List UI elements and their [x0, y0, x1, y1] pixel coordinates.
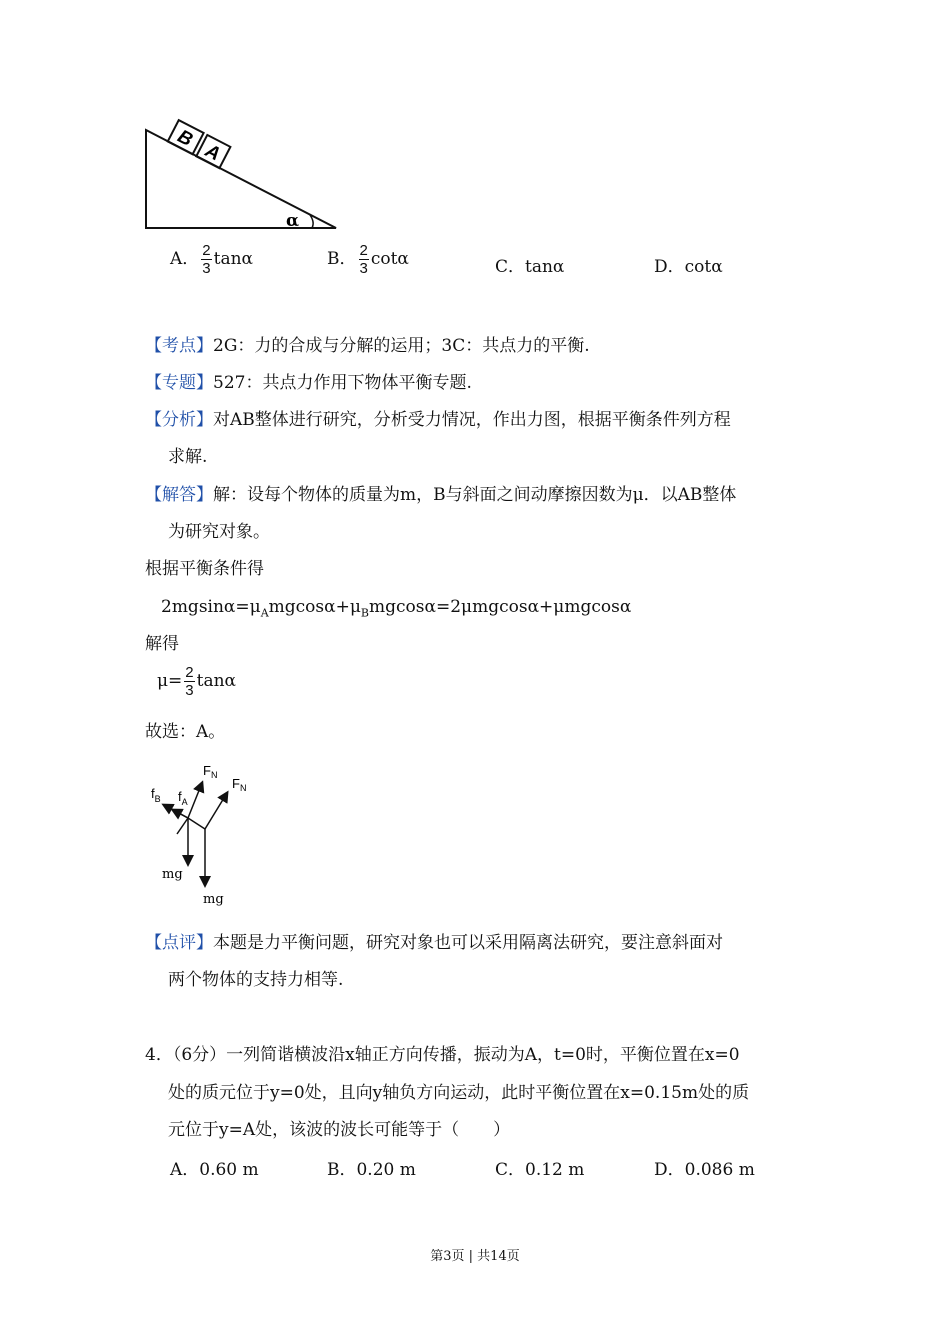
block-b — [168, 120, 204, 154]
q4-option-c[interactable]: C．0.12 m — [495, 1160, 585, 1180]
fenxi-line-2: 求解. — [168, 447, 208, 467]
kaodian-line: 【考点】2G：力的合成与分解的运用；3C：共点力的平衡. — [145, 336, 590, 356]
equation-line: $2mgsin\alpha=\mu_Amgcos\alpha+\mu_Bmgcos\alpha=2\mu mgcos\alpha+\mu mgcos\alpha$ — [161, 597, 632, 620]
svg-text:α: α — [286, 211, 300, 231]
block-a — [196, 135, 230, 168]
jieda-tag: 【解答】 — [145, 485, 213, 505]
svg-text:fA: $f_A$ — [178, 789, 188, 807]
zhuanti-line: 【专题】527：共点力作用下物体平衡专题. — [145, 373, 472, 393]
answer-line: 故选：A。 — [145, 722, 226, 742]
svg-text:B: B — [174, 126, 196, 152]
fenxi-tag: 【分析】 — [145, 410, 213, 430]
kaodian-tag: 【考点】 — [145, 336, 213, 356]
fraction: $\frac{2}{3}$ — [202, 242, 211, 277]
svg-text:fB: $f_B$ — [151, 786, 161, 804]
q3-option-c[interactable]: C．tanα — [495, 257, 565, 277]
jieda-line: 【解答】解：设每个物体的质量为m，B与斜面之间动摩擦因数为μ．以AB整体 — [145, 485, 737, 505]
page-footer: 第3页 | 共14页 — [430, 1249, 520, 1264]
force-figure — [140, 755, 275, 910]
mu-result: μ= $\frac{2}{3}$ tanα — [157, 664, 237, 699]
q3-option-d[interactable]: D．cotα — [654, 257, 723, 277]
svg-text:FN: $F_N$ — [203, 763, 218, 780]
dianping-line: 【点评】本题是力平衡问题，研究对象也可以采用隔离法研究，要注意斜面对 — [145, 933, 723, 953]
q4-line-1: 4．（6分）一列简谐横波沿x轴正方向传播，振动为A，t=0时，平衡位置在x=0 — [145, 1045, 740, 1065]
svg-text:A: A — [201, 140, 224, 166]
incline-figure — [140, 118, 345, 234]
dianping-tag: 【点评】 — [145, 933, 213, 953]
q4-option-b[interactable]: B．0.20 m — [327, 1160, 416, 1180]
q3-option-b[interactable]: B． $\frac{2}{3}$ cotα — [327, 242, 409, 277]
svg-text:mg: mg — [203, 892, 224, 907]
q3-option-a[interactable]: A． $\frac{2}{3}$ tanα — [170, 242, 254, 277]
condition-line: 根据平衡条件得 — [145, 559, 264, 579]
fenxi-line: 【分析】对AB整体进行研究，分析受力情况，作出力图，根据平衡条件列方程 — [145, 410, 731, 430]
jieda-line-2: 为研究对象。 — [168, 522, 270, 542]
q4-line-3: 元位于y=A处，该波的波长可能等于（ ） — [168, 1120, 511, 1140]
fraction: $\frac{2}{3}$ — [359, 242, 368, 277]
q4-line-2: 处的质元位于y=0处，且向y轴负方向运动，此时平衡位置在x=0.15m处的质 — [168, 1083, 750, 1103]
solve-line: 解得 — [145, 634, 179, 654]
zhuanti-tag: 【专题】 — [145, 373, 213, 393]
svg-text:FN: $F_N$ — [232, 776, 247, 793]
q4-option-d[interactable]: D．0.086 m — [654, 1160, 755, 1180]
svg-text:mg: mg — [162, 867, 183, 882]
q4-option-a[interactable]: A．0.60 m — [170, 1160, 259, 1180]
dianping-line-2: 两个物体的支持力相等. — [168, 970, 344, 990]
